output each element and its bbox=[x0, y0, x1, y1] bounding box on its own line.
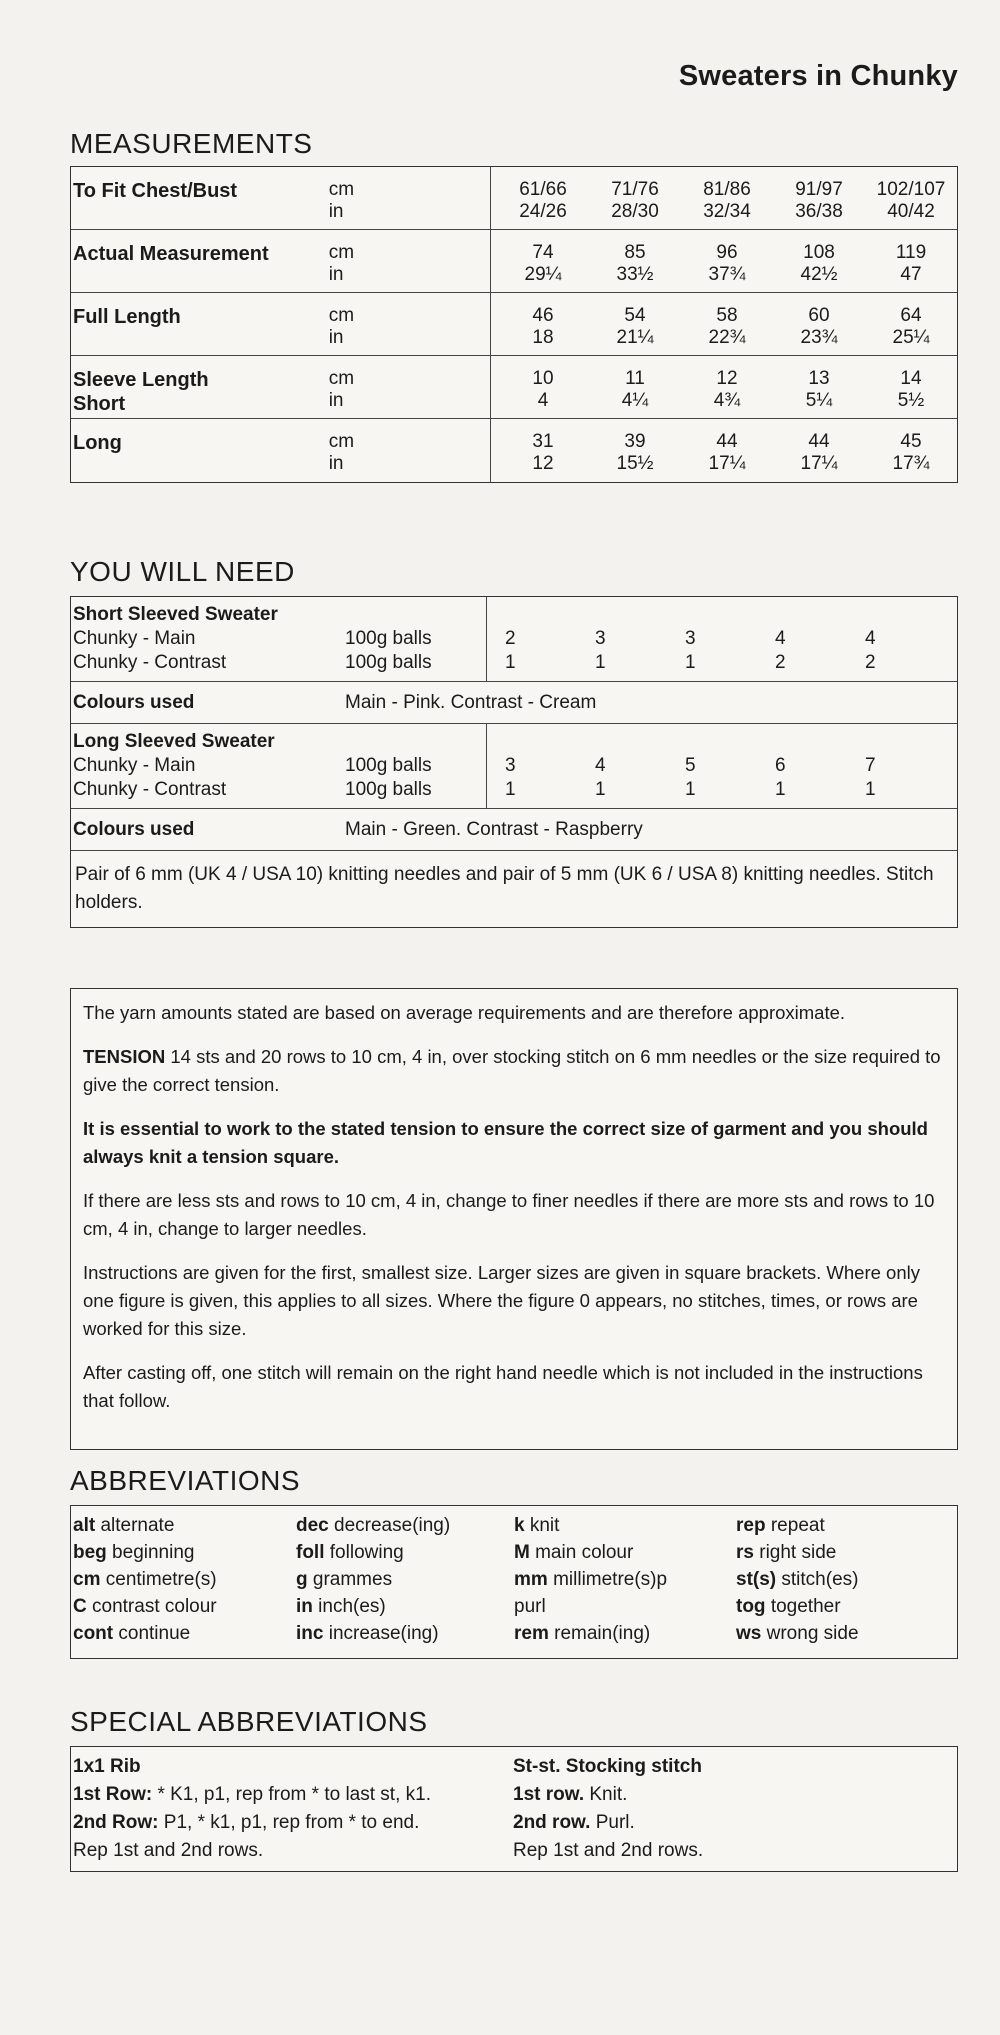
size-column bbox=[497, 431, 589, 482]
size-column bbox=[767, 603, 857, 675]
ball-count: 1 bbox=[865, 779, 876, 800]
long-sleeved-title: Long Sleeved Sweater bbox=[73, 731, 275, 752]
measurement-value: 42½ bbox=[800, 264, 838, 285]
measurement-value: 28/30 bbox=[611, 201, 659, 222]
size-column bbox=[681, 368, 773, 418]
measurement-value: 13 bbox=[808, 368, 830, 389]
colours-label: Colours used bbox=[73, 818, 195, 840]
measurement-value: 24/26 bbox=[519, 201, 567, 222]
abbreviation-item bbox=[514, 1512, 736, 1539]
abbreviation-item bbox=[73, 1566, 296, 1593]
long-values bbox=[487, 724, 957, 808]
abbreviation-meaning: continue bbox=[113, 1623, 191, 1644]
measurement-label: Sleeve Length bbox=[73, 369, 209, 391]
yarn-line: Chunky - Main bbox=[73, 755, 196, 776]
measurements-table bbox=[70, 166, 958, 483]
measurement-value: 5½ bbox=[897, 390, 925, 411]
abbreviation-key: beg bbox=[73, 1542, 107, 1563]
yarn-line: Chunky - Contrast bbox=[73, 779, 227, 800]
abbreviation-key: k bbox=[514, 1515, 525, 1536]
size-column bbox=[865, 242, 957, 292]
yarn-note: The yarn amounts stated are based on average requirements and are therefore approximate. bbox=[83, 1002, 846, 1023]
abbreviation-key: M bbox=[514, 1542, 530, 1563]
measurement-row bbox=[71, 293, 957, 356]
unit-label: in bbox=[328, 264, 344, 285]
size-column bbox=[681, 305, 773, 355]
measurement-row bbox=[71, 419, 957, 482]
size-column bbox=[865, 179, 957, 229]
size-column bbox=[677, 603, 767, 675]
yarn-line: Chunky - Contrast bbox=[73, 652, 227, 673]
ball-count: 6 bbox=[775, 755, 786, 776]
abbreviation-meaning: decrease(ing) bbox=[328, 1515, 451, 1536]
abbreviation-meaning: contrast colour bbox=[86, 1596, 217, 1617]
abbreviation-meaning: purl bbox=[514, 1596, 546, 1617]
page-title: Sweaters in Chunky bbox=[678, 60, 958, 92]
ball-count: 1 bbox=[505, 652, 516, 673]
ball-count: 1 bbox=[685, 652, 696, 673]
abbreviation-item bbox=[73, 1539, 296, 1566]
unit-label: 100g balls bbox=[345, 755, 432, 776]
abbreviation-item bbox=[296, 1620, 514, 1647]
long-colours-row bbox=[71, 809, 957, 851]
measurements-heading: MEASUREMENTS bbox=[70, 128, 313, 159]
unit-label: in bbox=[328, 327, 344, 348]
unit-label: 100g balls bbox=[345, 628, 432, 649]
abbreviation-key: C bbox=[73, 1596, 87, 1617]
abbreviation-key: mm bbox=[514, 1569, 548, 1590]
unit-label: cm bbox=[328, 179, 355, 200]
size-column bbox=[773, 179, 865, 229]
sizes-note: Instructions are given for the first, smallest size. Larger sizes are given in square brackets. Where only one figure is given, this applies to all sizes. Where the figure 0 appears, no stitches, times, or rows are worked for this size. bbox=[83, 1262, 920, 1339]
abbreviation-column bbox=[514, 1512, 736, 1647]
measurement-value: 91/97 bbox=[795, 179, 843, 200]
measurement-value: 33½ bbox=[616, 264, 654, 285]
short-colours-row bbox=[71, 682, 957, 724]
abbreviation-key: alt bbox=[73, 1515, 96, 1536]
long-sleeved-yarn-row bbox=[71, 724, 957, 809]
measurement-value: 81/86 bbox=[703, 179, 751, 200]
unit-label: cm bbox=[328, 368, 355, 389]
size-column bbox=[865, 305, 957, 355]
size-column bbox=[589, 431, 681, 482]
measurement-value: 29¼ bbox=[524, 264, 562, 285]
abbreviation-meaning: following bbox=[324, 1542, 404, 1563]
abbreviation-item bbox=[514, 1593, 736, 1620]
ball-count: 2 bbox=[775, 652, 786, 673]
unit-label: in bbox=[328, 453, 344, 474]
abbreviation-key: st(s) bbox=[736, 1569, 777, 1590]
abbreviation-column bbox=[73, 1512, 296, 1647]
measurement-value: 31 bbox=[532, 431, 554, 452]
abbreviation-item bbox=[73, 1620, 296, 1647]
size-column bbox=[497, 242, 589, 292]
abbreviation-meaning: beginning bbox=[106, 1542, 195, 1563]
measurement-label: Short bbox=[73, 393, 126, 415]
measurement-value: 60 bbox=[808, 305, 830, 326]
ball-count: 4 bbox=[865, 628, 876, 649]
size-column bbox=[677, 730, 767, 802]
measurement-value: 119 bbox=[895, 242, 927, 263]
measurement-value: 44 bbox=[808, 431, 830, 452]
size-column bbox=[773, 431, 865, 482]
measurement-label: To Fit Chest/Bust bbox=[73, 180, 238, 202]
measurement-label: Long bbox=[73, 432, 122, 454]
measurement-value: 39 bbox=[624, 431, 646, 452]
unit-label: cm bbox=[328, 431, 355, 452]
measurement-value: 36/38 bbox=[795, 201, 843, 222]
colours-value: Main - Pink. Contrast - Cream bbox=[345, 691, 597, 713]
stst-title: St-st. Stocking stitch bbox=[513, 1756, 702, 1777]
special-abbreviations-heading: SPECIAL ABBREVIATIONS bbox=[70, 1706, 428, 1737]
measurement-row bbox=[71, 356, 957, 419]
abbreviation-item bbox=[736, 1512, 946, 1539]
ball-count: 4 bbox=[775, 628, 786, 649]
abbreviation-meaning: remain(ing) bbox=[548, 1623, 651, 1644]
stst-column: St-st. Stocking stitch 1st row. Knit. 2nd row. Purl. Rep 1st and 2nd rows. bbox=[513, 1753, 703, 1865]
tension-note: TENSION 14 sts and 20 rows to 10 cm, 4 in, over stocking stitch on 6 mm needles or the size required to give the correct tension. bbox=[83, 1046, 941, 1095]
measurement-value: 14 bbox=[900, 368, 922, 389]
measurement-value: 10 bbox=[532, 368, 554, 389]
size-column bbox=[681, 242, 773, 292]
measurement-value: 17¼ bbox=[800, 453, 838, 474]
tension-label: TENSION bbox=[83, 1046, 166, 1067]
size-column bbox=[497, 368, 589, 418]
ball-count: 1 bbox=[505, 779, 516, 800]
ball-count: 2 bbox=[865, 652, 876, 673]
abbreviation-meaning: right side bbox=[753, 1542, 837, 1563]
measurement-value: 47 bbox=[900, 264, 922, 285]
size-column bbox=[681, 431, 773, 482]
size-column bbox=[497, 179, 589, 229]
notes-box bbox=[70, 988, 958, 1450]
abbreviation-meaning: knit bbox=[524, 1515, 560, 1536]
tension-warning: It is essential to work to the stated tension to ensure the correct size of garment and you should always knit a tension square. bbox=[83, 1118, 928, 1167]
abbreviation-meaning: together bbox=[765, 1596, 841, 1617]
abbreviation-key: rep bbox=[736, 1515, 766, 1536]
size-column bbox=[589, 305, 681, 355]
measurement-value: 58 bbox=[716, 305, 738, 326]
size-column bbox=[497, 730, 587, 802]
ball-count: 1 bbox=[685, 779, 696, 800]
abbreviation-meaning: inch(es) bbox=[312, 1596, 386, 1617]
abbreviation-column bbox=[736, 1512, 946, 1647]
abbreviation-key: dec bbox=[296, 1515, 329, 1536]
you-will-need-table bbox=[70, 596, 958, 928]
measurement-value: 17¾ bbox=[892, 453, 930, 474]
abbreviation-key: rem bbox=[514, 1623, 549, 1644]
ball-count: 3 bbox=[595, 628, 606, 649]
size-column bbox=[767, 730, 857, 802]
abbreviation-item bbox=[736, 1593, 946, 1620]
measurement-value: 44 bbox=[716, 431, 738, 452]
measurement-value: 108 bbox=[803, 242, 835, 263]
short-values bbox=[487, 597, 957, 681]
unit-label: 100g balls bbox=[345, 779, 432, 800]
measurement-value: 4¾ bbox=[713, 390, 741, 411]
measurement-value: 25¼ bbox=[892, 327, 930, 348]
abbreviation-meaning: main colour bbox=[529, 1542, 634, 1563]
measurement-value: 96 bbox=[716, 242, 738, 263]
size-column bbox=[587, 730, 677, 802]
yarn-line: Chunky - Main bbox=[73, 628, 196, 649]
measurement-value: 74 bbox=[532, 242, 554, 263]
size-column bbox=[857, 603, 947, 675]
ball-count: 1 bbox=[595, 652, 606, 673]
abbreviation-key: cont bbox=[73, 1623, 114, 1644]
measurement-value: 15½ bbox=[616, 453, 654, 474]
colours-label: Colours used bbox=[73, 691, 195, 713]
measurement-value: 85 bbox=[624, 242, 646, 263]
size-column bbox=[773, 242, 865, 292]
size-column bbox=[865, 431, 957, 482]
casting-off-note: After casting off, one stitch will remain on the right hand needle which is not included in the instructions that follow. bbox=[83, 1362, 923, 1411]
measurement-value: 54 bbox=[624, 305, 646, 326]
size-column bbox=[589, 179, 681, 229]
abbreviation-meaning: repeat bbox=[765, 1515, 825, 1536]
abbreviation-key: cm bbox=[73, 1569, 101, 1590]
ball-count: 4 bbox=[595, 755, 606, 776]
abbreviation-key: ws bbox=[736, 1623, 762, 1644]
abbreviation-key: inc bbox=[296, 1623, 324, 1644]
abbreviation-item bbox=[73, 1512, 296, 1539]
measurement-label: Actual Measurement bbox=[73, 243, 269, 265]
measurement-label: Full Length bbox=[73, 306, 181, 328]
abbreviation-meaning: grammes bbox=[307, 1569, 393, 1590]
measurement-value: 5¼ bbox=[805, 390, 833, 411]
ball-count: 7 bbox=[865, 755, 876, 776]
measurement-value: 37¾ bbox=[708, 264, 746, 285]
abbreviation-key: foll bbox=[296, 1542, 325, 1563]
abbreviation-meaning: wrong side bbox=[761, 1623, 859, 1644]
abbreviation-item bbox=[736, 1566, 946, 1593]
abbreviation-key: rs bbox=[736, 1542, 754, 1563]
size-column bbox=[773, 368, 865, 418]
ball-count: 1 bbox=[595, 779, 606, 800]
measurement-row bbox=[71, 167, 957, 230]
short-sleeved-title: Short Sleeved Sweater bbox=[73, 604, 278, 625]
abbreviation-column bbox=[296, 1512, 514, 1647]
size-column bbox=[497, 603, 587, 675]
measurement-value: 45 bbox=[900, 431, 922, 452]
measurement-value: 12 bbox=[716, 368, 738, 389]
measurement-value: 40/42 bbox=[887, 201, 935, 222]
measurement-value: 102/107 bbox=[876, 179, 946, 200]
size-column bbox=[773, 305, 865, 355]
needle-size-note: If there are less sts and rows to 10 cm, 4 in, change to finer needles if there are more sts and rows to 10 cm, 4 in, change to larger needles. bbox=[83, 1190, 935, 1239]
size-column bbox=[857, 730, 947, 802]
abbreviation-item bbox=[296, 1593, 514, 1620]
abbreviation-item bbox=[73, 1593, 296, 1620]
short-sleeved-yarn-row bbox=[71, 597, 957, 682]
size-column bbox=[681, 179, 773, 229]
measurement-value: 64 bbox=[900, 305, 922, 326]
abbreviation-item bbox=[296, 1512, 514, 1539]
measurement-value: 11 bbox=[625, 368, 645, 389]
you-will-need-heading: YOU WILL NEED bbox=[70, 556, 295, 587]
measurement-value: 4¼ bbox=[621, 390, 649, 411]
colours-value: Main - Green. Contrast - Raspberry bbox=[345, 818, 643, 840]
abbreviation-key: g bbox=[296, 1569, 308, 1590]
measurement-row bbox=[71, 230, 957, 293]
abbreviations-heading: ABBREVIATIONS bbox=[70, 1465, 301, 1496]
abbreviation-item bbox=[514, 1620, 736, 1647]
measurement-value: 32/34 bbox=[703, 201, 751, 222]
abbreviation-item bbox=[296, 1566, 514, 1593]
measurement-value: 46 bbox=[532, 305, 554, 326]
needles-text: Pair of 6 mm (UK 4 / USA 10) knitting needles and pair of 5 mm (UK 6 / USA 8) knitting needles. Stitch holders. bbox=[75, 864, 934, 913]
abbreviations-box bbox=[70, 1505, 958, 1659]
ball-count: 3 bbox=[505, 755, 516, 776]
ball-count: 1 bbox=[775, 779, 786, 800]
abbreviation-item bbox=[736, 1539, 946, 1566]
size-column bbox=[865, 368, 957, 418]
measurement-value: 71/76 bbox=[611, 179, 659, 200]
abbreviation-meaning: stitch(es) bbox=[776, 1569, 859, 1590]
abbreviation-key: in bbox=[296, 1596, 313, 1617]
size-column bbox=[589, 368, 681, 418]
rib-title: 1x1 Rib bbox=[73, 1756, 141, 1777]
abbreviation-item bbox=[514, 1566, 736, 1593]
unit-label: cm bbox=[328, 305, 355, 326]
size-column bbox=[497, 305, 589, 355]
abbreviation-item bbox=[514, 1539, 736, 1566]
rib-column: 1x1 Rib 1st Row: * K1, p1, rep from * to last st, k1. 2nd Row: P1, * k1, p1, rep from * to end. Rep 1st and 2nd rows. bbox=[73, 1753, 513, 1865]
unit-label: cm bbox=[328, 242, 355, 263]
abbreviation-meaning: millimetre(s)p bbox=[547, 1569, 668, 1590]
ball-count: 2 bbox=[505, 628, 516, 649]
measurement-value: 61/66 bbox=[519, 179, 567, 200]
measurement-value: 21¼ bbox=[616, 327, 654, 348]
unit-label: in bbox=[328, 390, 344, 411]
abbreviation-item bbox=[736, 1620, 946, 1647]
abbreviation-meaning: centimetre(s) bbox=[100, 1569, 217, 1590]
unit-label: in bbox=[328, 201, 344, 222]
measurement-value: 12 bbox=[532, 453, 554, 474]
measurement-value: 22¾ bbox=[708, 327, 746, 348]
size-column bbox=[589, 242, 681, 292]
unit-label: 100g balls bbox=[345, 652, 432, 673]
measurement-value: 4 bbox=[537, 390, 549, 411]
size-column bbox=[587, 603, 677, 675]
ball-count: 3 bbox=[685, 628, 696, 649]
measurement-value: 23¾ bbox=[800, 327, 838, 348]
special-abbreviations-box bbox=[70, 1746, 958, 1872]
measurement-value: 17¼ bbox=[708, 453, 746, 474]
abbreviation-meaning: increase(ing) bbox=[323, 1623, 439, 1644]
measurement-value: 18 bbox=[532, 327, 554, 348]
abbreviation-item bbox=[296, 1539, 514, 1566]
ball-count: 5 bbox=[685, 755, 696, 776]
abbreviation-meaning: alternate bbox=[95, 1515, 175, 1536]
abbreviation-key: tog bbox=[736, 1596, 766, 1617]
